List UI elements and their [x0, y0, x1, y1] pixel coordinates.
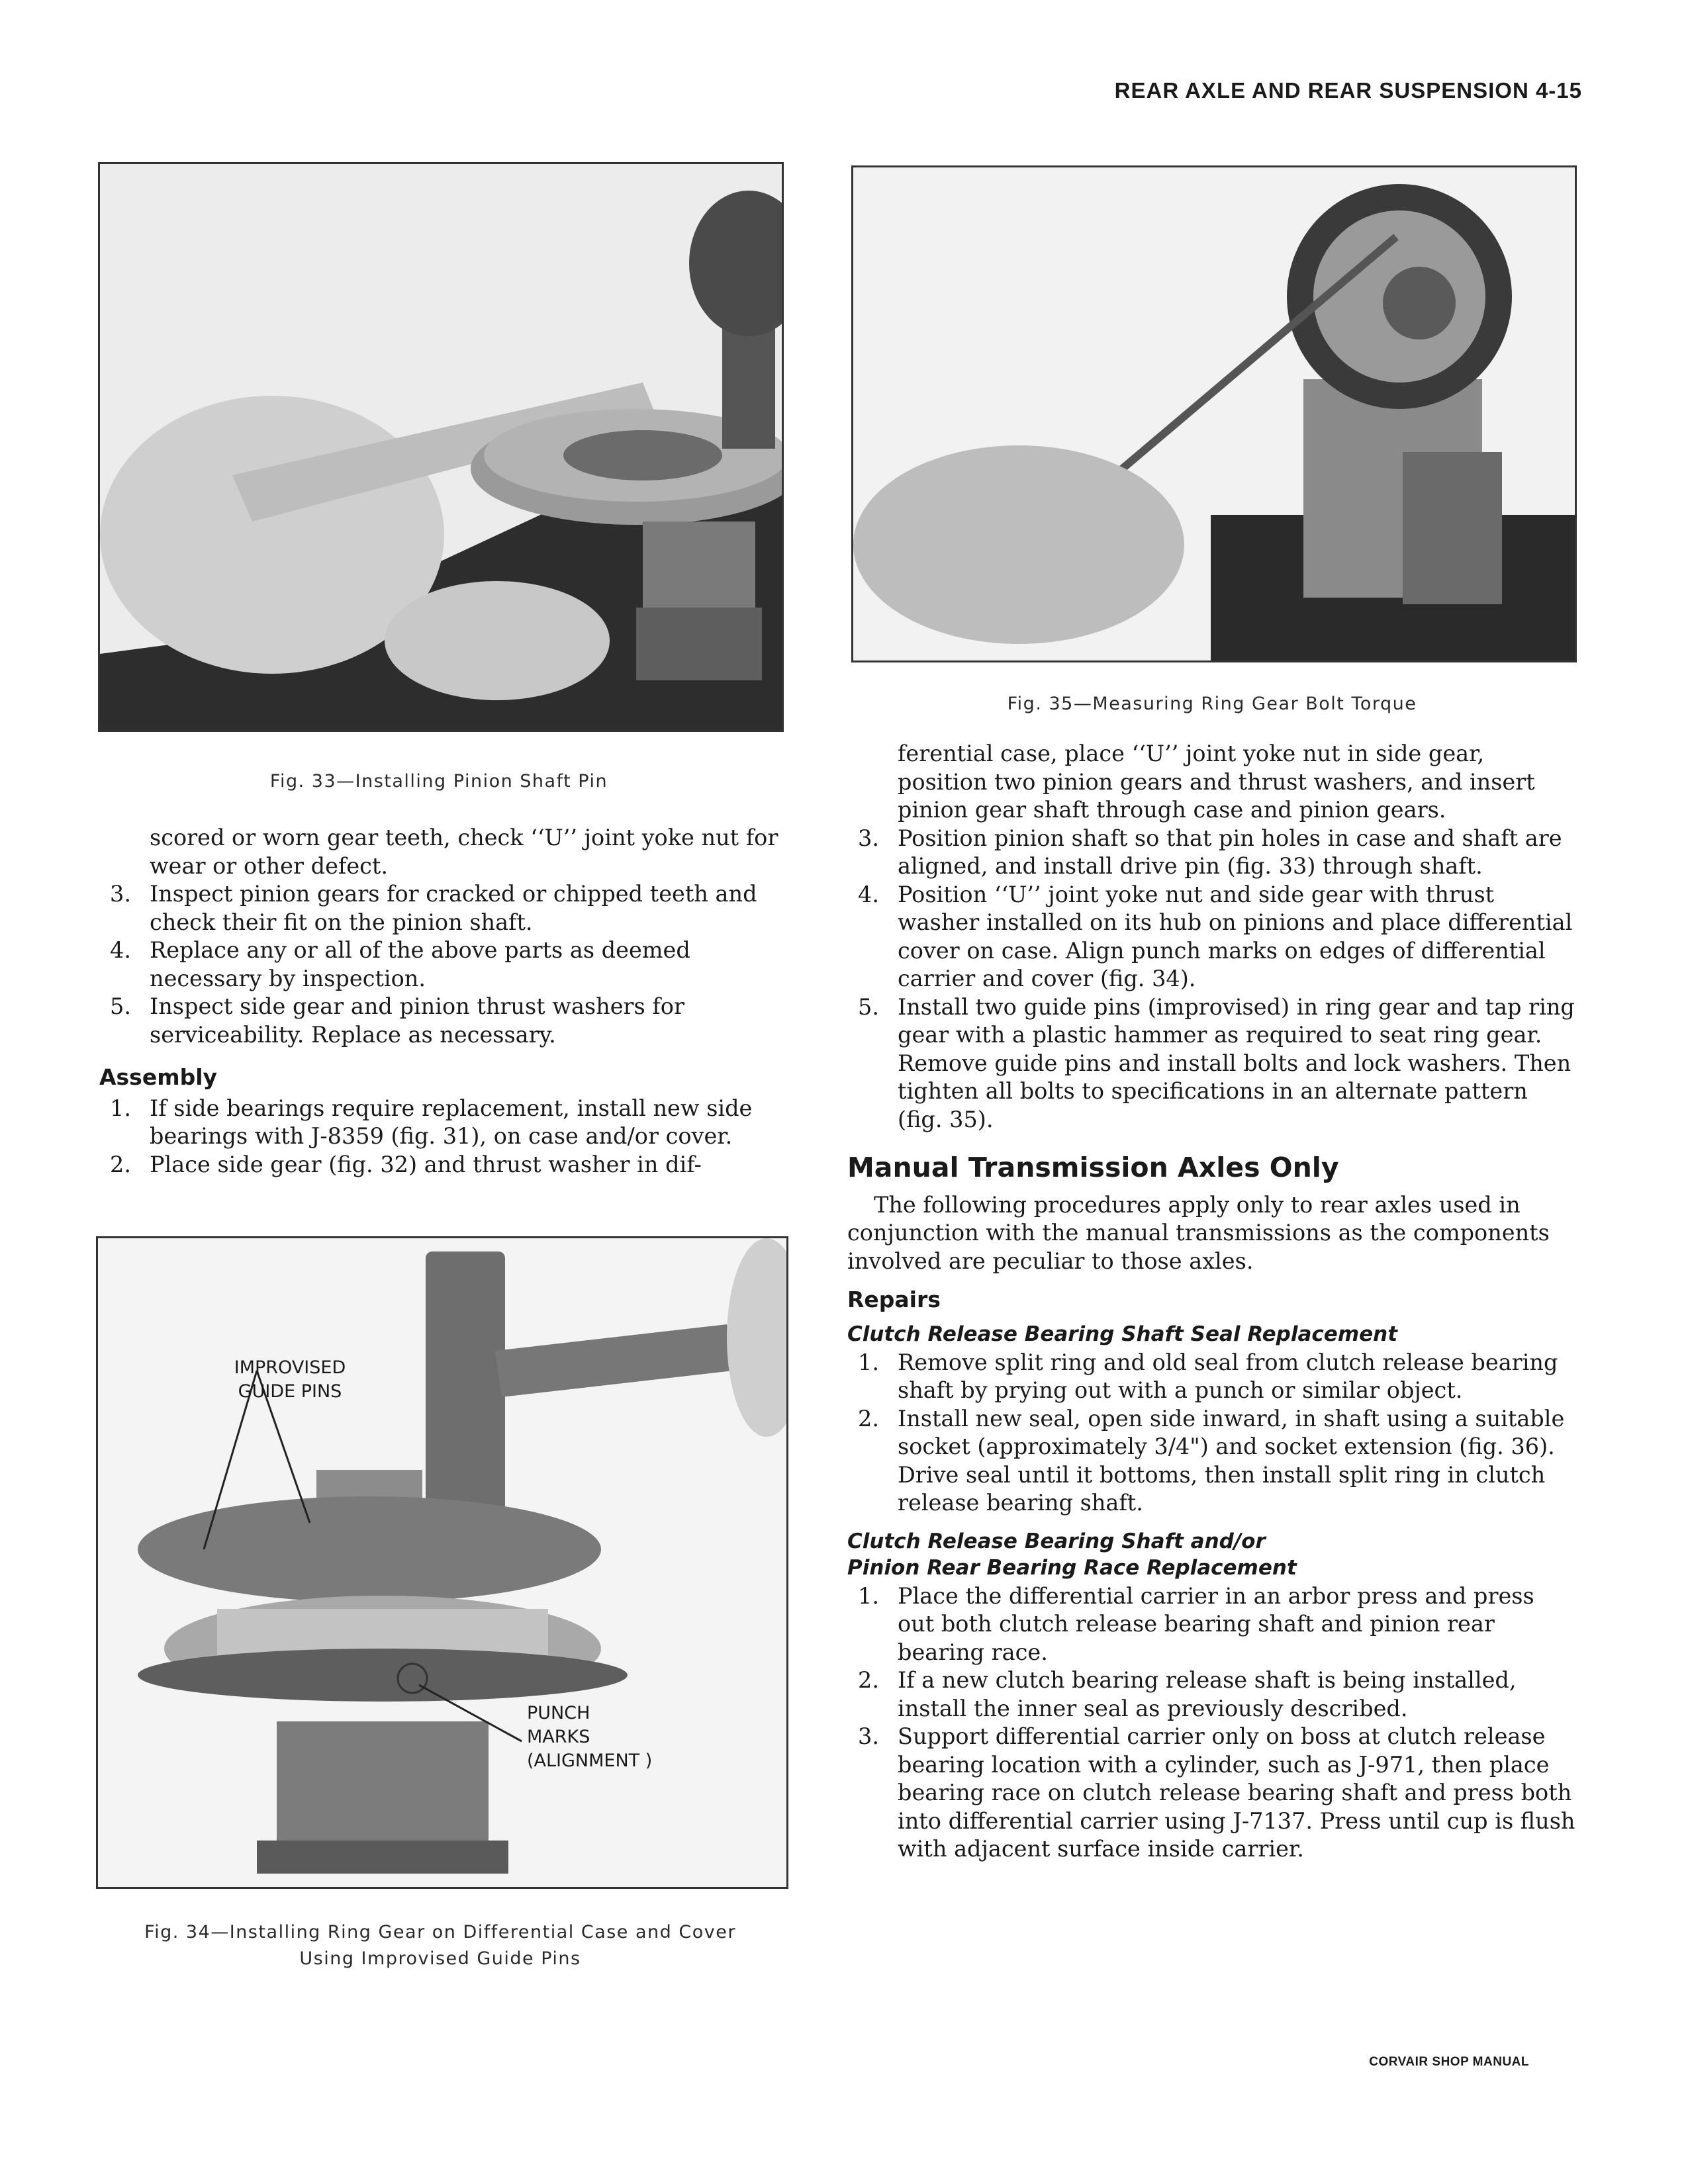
- right-continuation: ferential case, place ‘‘U’’ joint yoke nut in side gear, position two pinion gears and thrust washers, and insert pinion gear shaft through case and pinion gears.: [898, 741, 1535, 823]
- guide-pins-line-2: GUIDE PINS: [238, 1381, 342, 1402]
- guide-pins-line-1: IMPROVISED: [234, 1357, 346, 1378]
- item-text: Inspect pinion gears for cracked or chipped teeth and check their fit on the pinion shaft.: [150, 881, 757, 935]
- left-column-upper: [99, 824, 781, 1179]
- item-number: 5.: [858, 993, 879, 1020]
- item-number: 2.: [858, 1667, 879, 1693]
- race-replacement-list: [847, 1582, 1575, 1864]
- list-item: [847, 881, 1575, 993]
- list-item: [847, 825, 1575, 881]
- list-item: [847, 1349, 1575, 1405]
- item-text: Support differential carrier only on boss at clutch release bearing location with a cylinder, such as J-971, then place bearing race on clutch release bearing shaft and press both into differential carrier using J-7137. Press until cup is flush with adjacent surface inside carrier.: [898, 1723, 1575, 1862]
- subheading-race-line-1: Clutch Release Bearing Shaft and/or: [847, 1529, 1266, 1553]
- subheading-race-replacement: [847, 1528, 1575, 1581]
- item-number: 5.: [110, 993, 131, 1019]
- item-number: 1.: [110, 1095, 131, 1121]
- punch-marks-label: [527, 1702, 699, 1773]
- list-item: [847, 1405, 1575, 1518]
- item-number: 4.: [858, 881, 879, 907]
- item-number: 3.: [858, 1723, 879, 1749]
- page-footer: CORVAIR SHOP MANUAL: [1369, 2055, 1529, 2069]
- item-text: Remove split ring and old seal from clutch release bearing shaft by prying out with a punch or similar object.: [898, 1349, 1558, 1403]
- fig35-photo: [851, 165, 1577, 662]
- inspection-list: [99, 880, 781, 1049]
- seal-replacement-list: [847, 1349, 1575, 1518]
- list-item: [99, 880, 781, 936]
- item-text: Place side gear (fig. 32) and thrust washer in dif-: [150, 1151, 702, 1177]
- procedure-list: [847, 825, 1575, 1134]
- punch-line-3: (ALIGNMENT ): [527, 1751, 653, 1771]
- fig34-caption: [96, 1919, 784, 1972]
- item-number: 4.: [110, 937, 131, 963]
- fig33-illustration: [100, 164, 782, 730]
- repairs-heading: Repairs: [847, 1287, 941, 1312]
- assembly-heading: Assembly: [99, 1064, 218, 1090]
- section-intro: The following procedures apply only to rear axles used in conjunction with the manual transmissions as the components involved are peculiar to those axles.: [847, 1191, 1550, 1274]
- item-number: 2.: [858, 1405, 879, 1432]
- list-item: [847, 1666, 1575, 1723]
- item-number: 3.: [110, 881, 131, 907]
- section-title: Manual Transmission Axles Only: [847, 1152, 1339, 1183]
- list-item: [847, 1723, 1575, 1864]
- item-number: 2.: [110, 1151, 131, 1177]
- fig34-caption-line-2: Using Improvised Guide Pins: [299, 1948, 581, 1969]
- list-item: [99, 1095, 781, 1151]
- subheading-seal-replacement: Clutch Release Bearing Shaft Seal Replacement: [847, 1322, 1398, 1346]
- item-text: Position pinion shaft so that pin holes in case and shaft are aligned, and install drive pin (fig. 33) through shaft.: [898, 825, 1562, 879]
- subheading-race-line-2: Pinion Rear Bearing Race Replacement: [847, 1555, 1297, 1580]
- list-item: [99, 936, 781, 993]
- list-item: [99, 1151, 781, 1179]
- fig35-caption: Fig. 35—Measuring Ring Gear Bolt Torque: [1007, 694, 1417, 714]
- item-text: Inspect side gear and pinion thrust washers for serviceability. Replace as necessary.: [150, 993, 684, 1048]
- list-item: [847, 1582, 1575, 1667]
- fig34-caption-line-1: Fig. 34—Installing Ring Gear on Differential Case and Cover: [144, 1922, 736, 1942]
- item-text: Place the differential carrier in an arbor press and press out both clutch release bearing shaft and pinion rear bearing race.: [898, 1582, 1534, 1665]
- fig34-photo: [96, 1236, 788, 1889]
- item-number: 1.: [858, 1349, 879, 1375]
- page-header: REAR AXLE AND REAR SUSPENSION 4-15: [1114, 78, 1582, 103]
- punch-line-1: PUNCH: [527, 1703, 590, 1723]
- guide-pins-label: [230, 1356, 350, 1404]
- fig33-photo: [98, 162, 784, 732]
- item-text: Replace any or all of the above parts as deemed necessary by inspection.: [150, 937, 690, 991]
- right-column: [847, 740, 1575, 1864]
- punch-line-2: MARKS: [527, 1727, 590, 1747]
- left-continuation: scored or worn gear teeth, check ‘‘U’’ joint yoke nut for wear or other defect.: [150, 825, 778, 879]
- item-text: Position ‘‘U’’ joint yoke nut and side gear with thrust washer installed on its hub on pinions and place differential cover on case. Align punch marks on edges of differential carrier and cover (fig. 34).: [898, 881, 1573, 991]
- fig33-caption: Fig. 33—Installing Pinion Shaft Pin: [269, 771, 608, 792]
- list-item: [99, 993, 781, 1049]
- item-text: If side bearings require replacement, install new side bearings with J-8359 (fig. 31), on case and/or cover.: [150, 1095, 753, 1149]
- item-text: Install new seal, open side inward, in shaft using a suitable socket (approximately 3/4") and socket extension (fig. 36). Drive seal until it bottoms, then install split ring in clutch release bearing shaft.: [898, 1405, 1565, 1516]
- item-text: If a new clutch bearing release shaft is being installed, install the inner seal as previously described.: [898, 1667, 1517, 1721]
- fig34-illustration: [98, 1238, 786, 1887]
- item-text: Install two guide pins (improvised) in ring gear and tap ring gear with a plastic hammer as required to seat ring gear. Remove guide pins and install bolts and lock washers. Then tighten all bolts to specifications in an alternate pattern (fig. 35).: [898, 993, 1575, 1132]
- item-number: 1.: [858, 1582, 879, 1609]
- assembly-list: [99, 1095, 781, 1179]
- fig35-illustration: [853, 167, 1575, 660]
- item-number: 3.: [858, 825, 879, 851]
- list-item: [847, 993, 1575, 1134]
